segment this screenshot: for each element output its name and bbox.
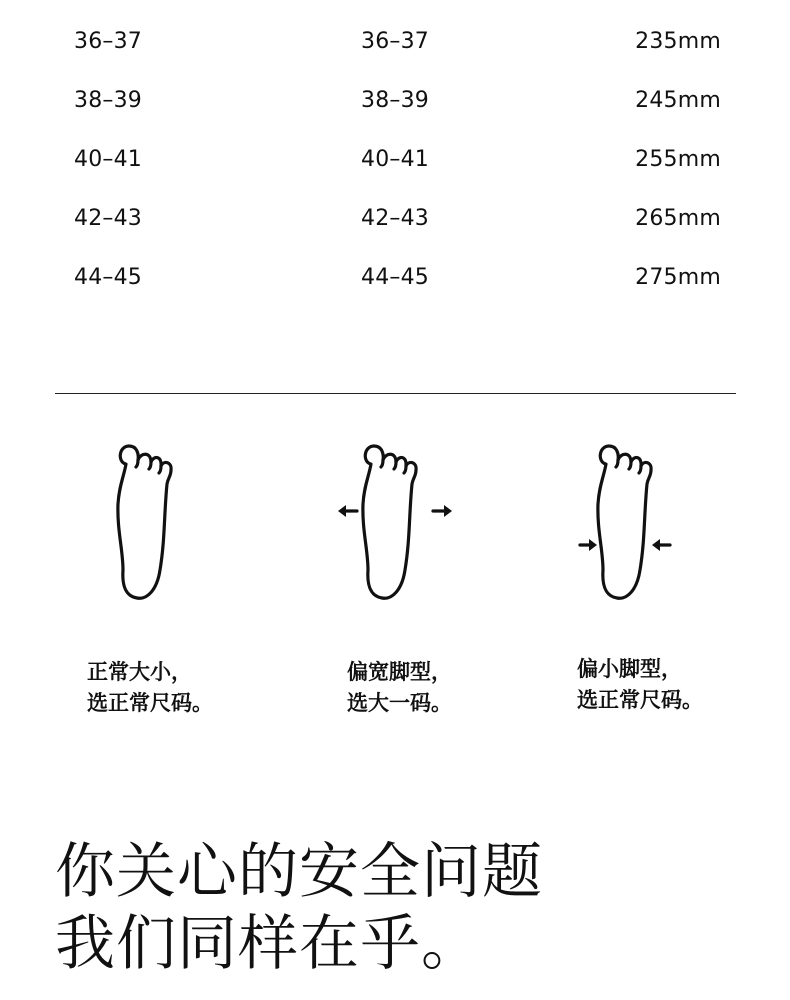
foot-normal-illustration [105,440,195,605]
foot-normal-caption [87,657,213,719]
section-divider [55,393,736,394]
caption-line: 偏小脚型， [577,657,682,681]
size-eu-cell: 36–37 [361,29,429,54]
foot-length-cell: 275mm [635,265,721,290]
foot-wide-illustration [335,440,455,605]
foot-narrow-caption [577,654,703,716]
foot-length-cell: 235mm [635,29,721,54]
caption-line: 选正常尺码。 [87,691,213,715]
foot-length-cell: 245mm [635,88,721,113]
table-row [0,81,790,121]
size-cn-cell: 44–45 [74,265,142,290]
table-row [0,199,790,239]
table-row [0,258,790,298]
safety-headline [55,836,543,980]
size-cn-cell: 40–41 [74,147,142,172]
headline-line-2: 我们同样在乎。 [55,909,482,979]
foot-length-cell: 255mm [635,147,721,172]
size-eu-cell: 40–41 [361,147,429,172]
foot-narrow-illustration [575,440,675,605]
caption-line: 正常大小， [87,660,192,684]
table-row [0,140,790,180]
headline-line-1: 你关心的安全问题 [55,837,543,907]
size-cn-cell: 38–39 [74,88,142,113]
table-row [0,22,790,62]
size-eu-cell: 44–45 [361,265,429,290]
caption-line: 选大一码。 [347,691,452,715]
size-eu-cell: 42–43 [361,206,429,231]
size-cn-cell: 42–43 [74,206,142,231]
size-eu-cell: 38–39 [361,88,429,113]
foot-narrow-icon [575,440,675,605]
foot-normal-icon [105,440,195,605]
foot-length-cell: 265mm [635,206,721,231]
caption-line: 偏宽脚型， [347,660,452,684]
foot-wide-icon [335,440,455,605]
foot-wide-caption [347,657,452,719]
caption-line: 选正常尺码。 [577,688,703,712]
size-cn-cell: 36–37 [74,29,142,54]
